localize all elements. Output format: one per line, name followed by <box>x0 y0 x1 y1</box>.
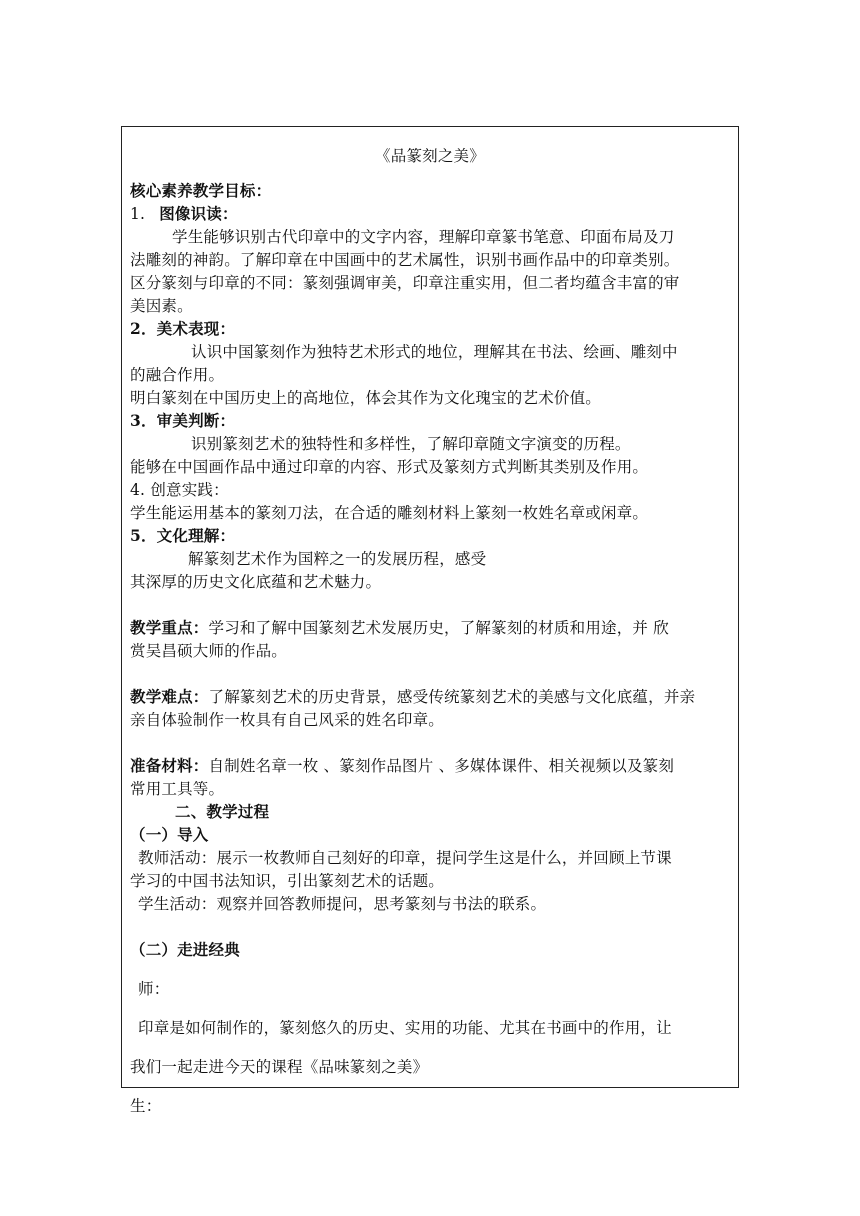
goal-2-line: 的融合作用。 <box>130 366 225 384</box>
goal-4-line: 学生能运用基本的篆刻刀法，在合适的雕刻材料上篆刻一枚姓名章或闲章。 <box>130 504 649 522</box>
goal-3-heading: 3．审美判断： <box>130 411 236 430</box>
teacher-label: 师： <box>138 980 170 998</box>
goal-1-line: 美因素。 <box>130 297 193 315</box>
goal-1-line: 区分篆刻与印章的不同：篆刻强调审美，印章注重实用，但二者均蕴含丰富的审 <box>130 274 680 292</box>
document-title: 《品篆刻之美》 <box>375 147 485 165</box>
intro-line: 学习的中国书法知识，引出篆刻艺术的话题。 <box>130 872 445 890</box>
teacher-line: 我们一起走进今天的课程《品味篆刻之美》 <box>130 1058 429 1076</box>
goal-3-line: 识别篆刻艺术的独特性和多样性，了解印章随文字演变的历程。 <box>191 435 631 453</box>
difficult-points-line: 亲自体验制作一枚具有自己风采的姓名印章。 <box>130 711 445 729</box>
key-points-line: 赏吴昌硕大师的作品。 <box>130 642 288 660</box>
process-heading: 二、教学过程 <box>175 802 270 821</box>
key-points-label: 教学重点： <box>130 618 209 637</box>
student-label: 生： <box>130 1097 162 1115</box>
goal-5-line: 其深厚的历史文化底蕴和艺术魅力。 <box>130 573 382 591</box>
goal-2-line: 明白篆刻在中国历史上的高地位，体会其作为文化瑰宝的艺术价值。 <box>130 389 602 407</box>
goal-5-line: 解篆刻艺术作为国粹之一的发展历程，感受 <box>188 550 487 568</box>
key-points-text: 学习和了解中国篆刻艺术发展历史，了解篆刻的材质和用途，并 欣 <box>208 619 669 637</box>
intro-line: 学生活动：观察并回答教师提问，思考篆刻与书法的联系。 <box>138 895 547 913</box>
goal-1-line: 学生能够识别古代印章中的文字内容，理解印章篆书笔意、印面布局及刀 <box>172 228 675 246</box>
difficult-points <box>130 686 695 708</box>
goal-2-heading: 2．美术表现： <box>130 319 236 338</box>
goal-2-line: 认识中国篆刻作为独特艺术形式的地位，理解其在书法、绘画、雕刻中 <box>191 343 678 361</box>
materials-text: 自制姓名章一枚 、篆刻作品图片 、多媒体课件、相关视频以及篆刻 <box>208 757 675 775</box>
intro-line: 教师活动：展示一枚教师自己刻好的印章，提问学生这是什么，并回顾上节课 <box>138 849 672 867</box>
goal-1-line: 法雕刻的神韵。了解印章在中国画中的艺术属性，识别书画作品中的印章类别。 <box>130 251 680 269</box>
intro-heading: （一）导入 <box>130 825 209 844</box>
materials-label: 准备材料： <box>130 756 209 775</box>
materials <box>130 755 674 777</box>
difficult-points-label: 教学难点： <box>130 687 209 706</box>
goals-heading: 核心素养教学目标： <box>130 181 272 200</box>
teacher-line: 印章是如何制作的，篆刻悠久的历史、实用的功能、尤其在书画中的作用，让 <box>138 1019 672 1037</box>
materials-line: 常用工具等。 <box>130 780 225 798</box>
goal-5-heading: 5．文化理解： <box>130 526 236 545</box>
difficult-points-text: 了解篆刻艺术的历史背景，感受传统篆刻艺术的美感与文化底蕴，并亲 <box>208 688 696 706</box>
goal-1-number: 1. <box>130 205 146 223</box>
goal-1-heading <box>130 203 238 225</box>
key-points <box>130 617 669 639</box>
goal-1-title: 图像识读： <box>159 204 238 223</box>
classic-heading: （二）走进经典 <box>130 940 240 959</box>
goal-3-line: 能够在中国画作品中通过印章的内容、形式及篆刻方式判断其类别及作用。 <box>130 458 649 476</box>
goal-4-heading: 4. 创意实践： <box>130 481 229 499</box>
